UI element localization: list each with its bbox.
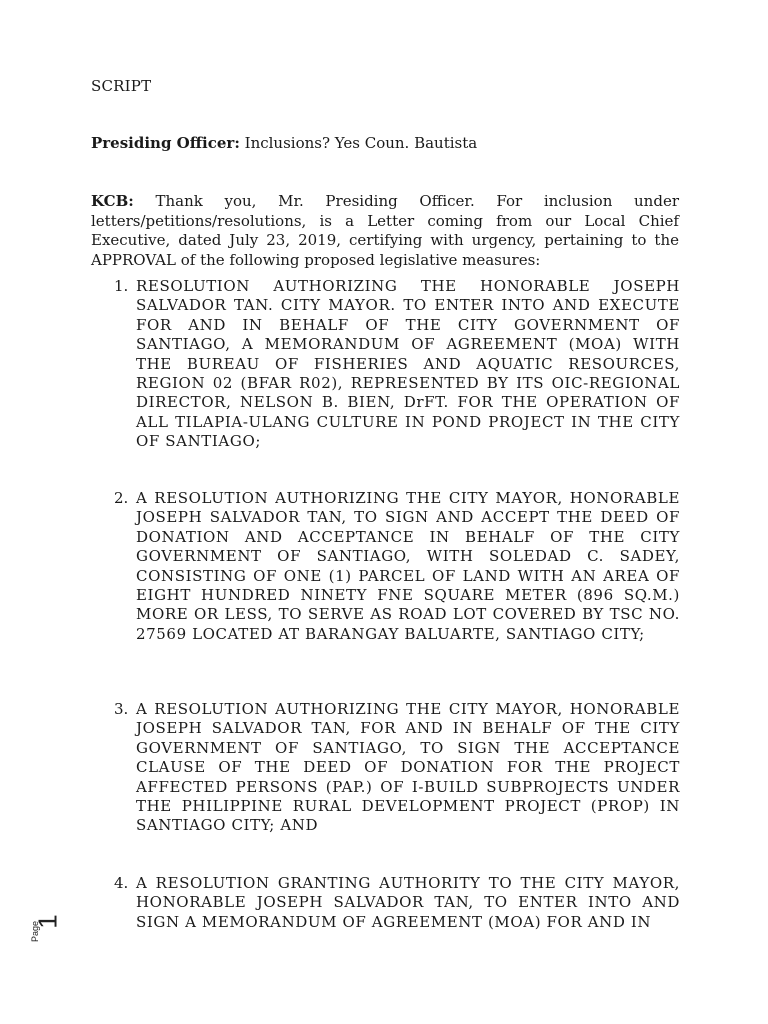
speaker-label: Presiding Officer: xyxy=(91,134,240,152)
list-item-number: 3. xyxy=(114,700,129,718)
list-item-text: A RESOLUTION AUTHORIZING THE CITY MAYOR, HONORABLE JOSEPH SALVADOR TAN, TO SIGN AND ACCEPT THE DEED OF DONATION AND ACCEPTANCE IN BEHALF OF THE CITY GOVERNMENT OF SANTIAGO, WITH SOLEDAD C. SADEY, CONSISTING OF ONE (1) PARCEL OF LAND WITH AN AREA OF EIGHT HUNDRED NINETY FNE SQUARE METER (896 SQ.M.) MORE OR LESS, TO SERVE AS ROAD LOT COVERED BY TSC NO. 27569 LOCATED AT BARANGAY BALUARTE, SANTIAGO CITY; xyxy=(136,489,680,643)
speaker-label: KCB: xyxy=(91,192,134,210)
speaker-text: Inclusions? Yes Coun. Bautista xyxy=(239,134,478,152)
presiding-officer-line xyxy=(91,134,477,152)
kcb-paragraph xyxy=(91,192,679,270)
list-item-number: 2. xyxy=(114,489,129,507)
list-item-text: A RESOLUTION GRANTING AUTHORITY TO THE CITY MAYOR, HONORABLE JOSEPH SALVADOR TAN, TO ENTER INTO AND SIGN A MEMORANDUM OF AGREEMENT (MOA) FOR AND IN xyxy=(136,874,680,931)
list-item-text: A RESOLUTION AUTHORIZING THE CITY MAYOR, HONORABLE JOSEPH SALVADOR TAN, FOR AND IN BEHALF OF THE CITY GOVERNMENT OF SANTIAGO, TO SIGN THE ACCEPTANCE CLAUSE OF THE DEED OF DONATION FOR THE PROJECT AFFECTED PERSONS (PAP.) OF I-BUILD SUBPROJECTS UNDER THE PHILIPPINE RURAL DEVELOPMENT PROJECT (PROP) IN SANTIAGO CITY; AND xyxy=(136,700,680,835)
page-word: Page xyxy=(30,920,40,942)
list-item-text: RESOLUTION AUTHORIZING THE HONORABLE JOSEPH SALVADOR TAN. CITY MAYOR. TO ENTER INTO AND EXECUTE FOR AND IN BEHALF OF THE CITY GOVERNMENT OF SANTIAGO, A MEMORANDUM OF AGREEMENT (MOA) WITH THE BUREAU OF FISHERIES AND AQUATIC RESOURCES, REGION 02 (BFAR R02), REPRESENTED BY ITS OIC-REGIONAL DIRECTOR, NELSON B. BIEN, DrFT. FOR THE OPERATION OF ALL TILAPIA-ULANG CULTURE IN POND PROJECT IN THE CITY OF SANTIAGO; xyxy=(136,277,680,451)
list-item-number: 4. xyxy=(114,874,129,892)
document-title: SCRIPT xyxy=(91,77,152,95)
list-item-number: 1. xyxy=(114,277,129,295)
speaker-text: Thank you, Mr. Presiding Officer. For inclusion under letters/petitions/resolutions, is a Letter coming from our Local Chief Executive, dated July 23, 2019, certifying with urgency, pertaining to the APPROVAL of the following proposed legislative measures: xyxy=(91,192,679,269)
page-footer-label xyxy=(30,912,70,952)
page-number: 1 xyxy=(32,914,63,929)
